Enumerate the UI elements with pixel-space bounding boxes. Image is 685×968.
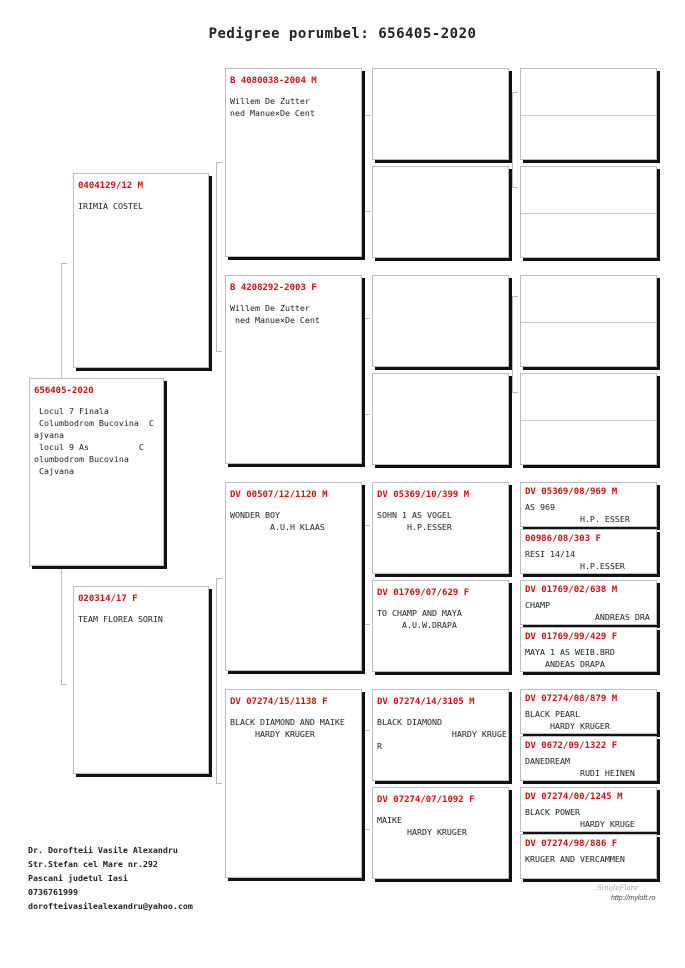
pigeon-notes: BLACK POWER HARDY KRUGE [525, 807, 635, 829]
dam-sire-dam-dam-card[interactable] [520, 627, 657, 672]
ring-number: DV 05369/08/969 M [525, 487, 618, 497]
ring-number: 656405-2020 [34, 386, 94, 396]
pigeon-notes: DANEDREAM RUDI HEINEN [525, 756, 635, 778]
pigeon-notes: CHAMP ANDREAS DRA [525, 600, 650, 622]
connector [216, 578, 222, 784]
divider [521, 213, 656, 214]
ring-number: DV 05369/10/399 M [377, 490, 470, 500]
dam-dam-sire-dam-card[interactable] [520, 736, 657, 781]
pigeon-notes: WONDER BOY A.U.H KLAAS [230, 510, 325, 532]
pigeon-notes: Locul 7 Finala Columbodrom Bucovina C ajvana locul 9 As C olumbodrom Bucovina Cajvana [34, 406, 154, 476]
ring-number: DV 07274/15/1138 F [230, 697, 328, 707]
ring-number: DV 07274/00/1245 M [525, 792, 623, 802]
pigeon-notes: TO CHAMP AND MAYA A.U.W.DRAPA [377, 608, 462, 630]
pigeon-notes: BLACK PEARL HARDY KRUGER [525, 709, 610, 731]
dam-sire-dam-sire-card[interactable] [520, 580, 657, 625]
logo-signature: SingleFlare [597, 884, 639, 892]
ring-number: DV 07274/98/886 F [525, 839, 618, 849]
divider [521, 322, 656, 323]
dam-sire-sire-sire-card[interactable] [520, 482, 657, 527]
empty-card [372, 373, 509, 465]
dam-dam-sire-card[interactable] [372, 689, 509, 781]
subject-card[interactable] [29, 378, 164, 566]
sire-sire-card[interactable] [225, 68, 362, 257]
dam-dam-dam-dam-card[interactable] [520, 834, 657, 879]
pigeon-notes: RESI 14/14 H.P.ESSER [525, 549, 625, 571]
ring-number: B 4208292-2003 F [230, 283, 317, 293]
pigeon-notes: IRIMIA COSTEL [78, 201, 143, 211]
sire-dam-card[interactable] [225, 275, 362, 464]
pigeon-notes: KRUGER AND VERCAMMEN [525, 854, 625, 864]
connector [216, 162, 222, 352]
ring-number: 00986/08/303 F [525, 534, 601, 544]
dam-card[interactable] [73, 586, 209, 774]
dam-sire-sire-card[interactable] [372, 482, 509, 574]
connector [364, 318, 370, 415]
ring-number: 020314/17 F [78, 594, 138, 604]
pigeon-notes: BLACK DIAMOND HARDY KRUGE R [377, 717, 507, 751]
breeder-contact: Dr. Dorofteii Vasile Alexandru Str.Stefan cel Mare nr.292 Pascani judetul Iasi 0736761999 dorofteivasilealexandru@yahoo.com [28, 845, 193, 911]
ring-number: DV 01769/02/638 M [525, 585, 618, 595]
divider [521, 420, 656, 421]
connector [512, 92, 518, 188]
empty-card [520, 166, 657, 258]
pigeon-notes: SOHN 1 AS VOGEL H.P.ESSER [377, 510, 452, 532]
ring-number: 0404129/12 M [78, 181, 144, 191]
dam-dam-dam-card[interactable] [372, 787, 509, 879]
dam-dam-dam-sire-card[interactable] [520, 787, 657, 832]
dam-sire-sire-dam-card[interactable] [520, 529, 657, 574]
connector [364, 525, 370, 625]
page-title: Pedigree porumbel: 656405-2020 [208, 26, 477, 42]
ring-number: DV 07274/07/1092 F [377, 795, 475, 805]
divider [521, 115, 656, 116]
dam-sire-card[interactable] [225, 482, 362, 671]
pigeon-notes: TEAM FLOREA SORIN [78, 614, 163, 624]
dam-sire-dam-card[interactable] [372, 580, 509, 672]
dam-dam-card[interactable] [225, 689, 362, 878]
ring-number: DV 0672/09/1322 F [525, 741, 618, 751]
pigeon-notes: BLACK DIAMOND AND MAIKE HARDY KRUGER [230, 717, 345, 739]
empty-card [372, 68, 509, 160]
connector [512, 296, 518, 393]
connector [364, 115, 370, 212]
empty-card [520, 68, 657, 160]
pigeon-notes: AS 969 H.P. ESSER [525, 502, 630, 524]
sire-card[interactable] [73, 173, 209, 368]
pigeon-notes: Willem De Zutter ned Manue×De Cent [230, 96, 315, 118]
connector [364, 730, 370, 830]
ring-number: DV 07274/14/3105 M [377, 697, 475, 707]
ring-number: DV 07274/08/879 M [525, 694, 618, 704]
ring-number: DV 01769/99/429 F [525, 632, 618, 642]
empty-card [520, 373, 657, 465]
pigeon-notes: Willem De Zutter ned Manue×De Cent [230, 303, 320, 325]
empty-card [520, 275, 657, 367]
pigeon-notes: MAIKE HARDY KRUGER [377, 815, 467, 837]
ring-number: B 4080038-2004 M [230, 76, 317, 86]
pigeon-notes: MAYA 1 AS WEIB.BRD ANDEAS DRAPA [525, 647, 615, 669]
ring-number: DV 00507/12/1120 M [230, 490, 328, 500]
empty-card [372, 275, 509, 367]
logo-url-link[interactable]: http://myloft.ro [611, 895, 656, 902]
ring-number: DV 01769/07/629 F [377, 588, 470, 598]
dam-dam-sire-sire-card[interactable] [520, 689, 657, 734]
empty-card [372, 166, 509, 258]
